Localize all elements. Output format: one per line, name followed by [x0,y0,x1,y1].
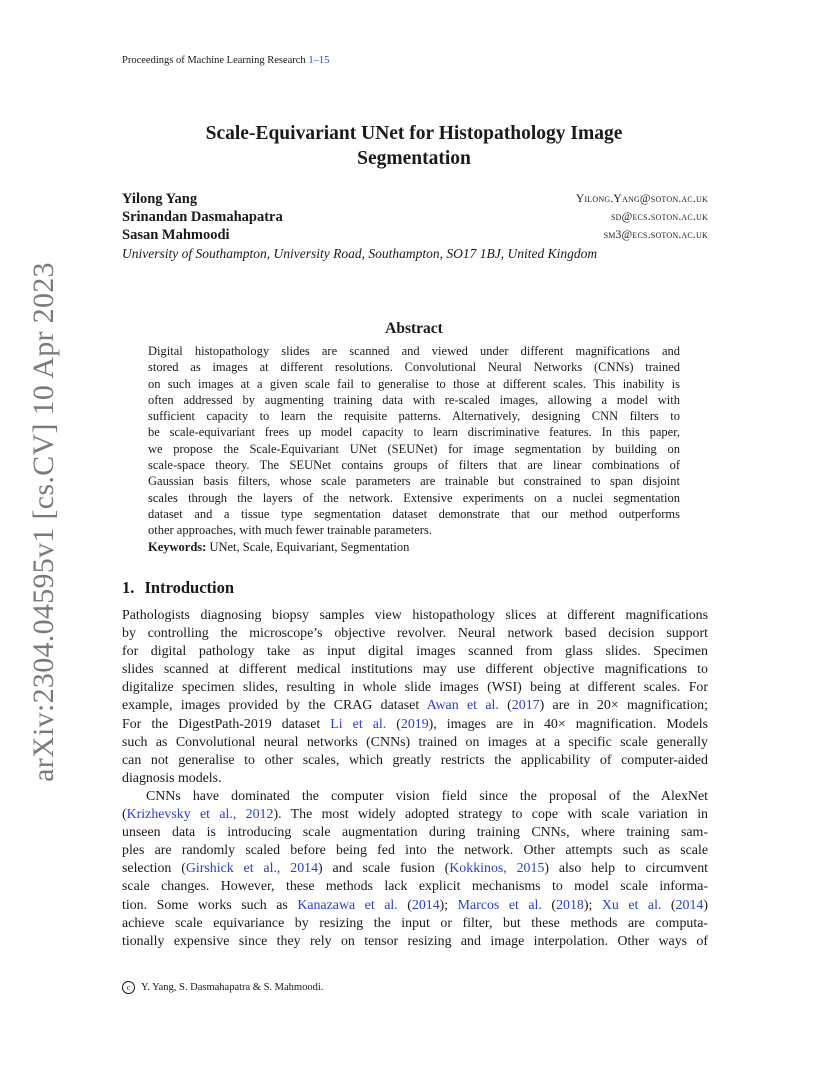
affiliation: University of Southampton, University Road, Southampton, SO17 1BJ, United Kingdom [122,246,598,261]
header-pages-link[interactable]: 1–15 [308,55,330,66]
body-line [122,806,708,824]
abstract-line: we propose the Scale-Equivariant UNet (SEUNet) for image segmentation by building on [148,441,680,456]
body-line [122,878,708,896]
citation-link[interactable]: 2018 [556,897,584,913]
body-text: ). The most widely adopted strategy to cope with scale variation in [273,807,708,823]
body-line [122,824,708,842]
abstract-heading: Abstract [385,320,443,337]
body-text: ) [703,897,708,913]
body-line [122,933,708,951]
body-line [122,770,708,788]
citation-link[interactable]: Girshick et al., 2014 [185,861,319,877]
body-text: ), images are in 40× magnification. Models [428,716,708,732]
abstract-body [148,343,680,555]
keywords-value: UNet, Scale, Equivariant, Segmentation [206,539,410,554]
body-text: scale changes. However, these methods lack explicit mechanisms to model scale informa- [122,879,708,895]
body-text: unseen data is introducing scale augmentation during training CNNs, where training sam- [122,825,708,841]
body-text: achieve scale equivariance by resizing the input or filter, but these methods are computa- [122,915,708,931]
abstract-line: scales through the layers of the network. Extensive experiments on a nuclei segmentation [148,490,680,505]
body-text: digitalize specimen slides, resulting in whole slide images (WSI) being at different scales. For [122,680,708,696]
body-text: for digital pathology take as input digital images scanned from glass slides. Specimen [122,644,708,660]
body-text: ); [439,897,458,913]
citation-link[interactable]: Li et al. [330,716,387,732]
author-row [122,227,708,245]
abstract-line: Digital histopathology slides are scanned and viewed under different magnifications and [148,344,680,358]
abstract-line: dataset and a tissue type segmentation dataset demonstrate that our method outperforms [148,506,680,521]
body-text: ) also help to circumvent [544,861,708,877]
body-text: by controlling the microscope’s objective revolver. Neural network based decision support [122,626,708,642]
body-text: tion. Some works such as [122,897,298,913]
author-row [122,209,708,227]
body-line [122,734,708,752]
citation-link[interactable]: Krizhevsky et al., 2012 [126,807,274,823]
body-text: ( [498,698,512,714]
body-text: ( [122,807,127,823]
body-line [122,752,708,770]
section-heading [122,578,234,598]
body-text: ) are in 20× magnification; [539,698,708,714]
author-email[interactable]: sd@ecs.soton.ac.uk [610,210,708,223]
body-text: Pathologists diagnosing biopsy samples view histopathology slices at different magnifications [122,608,708,623]
footer-text: Y. Yang, S. Dasmahapatra & S. Mahmoodi. [141,981,324,993]
body-line [122,697,708,715]
copyright-icon: c [122,981,135,994]
author-row [122,191,708,209]
body-line [122,915,708,933]
abstract-line: often addressed by augmenting training data with re-scaled images, allowing a model with [148,392,680,407]
arxiv-side-label: arXiv:2304.04595v1 [cs.CV] 10 Apr 2023 [27,262,60,782]
footer [122,981,323,994]
body-line [122,643,708,661]
keywords-line [148,539,680,555]
citation-link[interactable]: 2014 [411,897,440,913]
citation-link[interactable]: Kanazawa et al. [297,897,398,913]
citation-link[interactable]: Awan et al. [426,698,499,714]
body-line [122,860,708,878]
body-line [122,607,708,625]
body-line [122,788,708,806]
author-email[interactable]: Yilong.Yang@soton.ac.uk [575,192,708,205]
keywords-label: Keywords: [148,539,207,554]
body-text: ples are randomly scaled before being fed into the network. Other attempts such as scale [122,843,708,859]
body-line [122,897,708,915]
body-line [122,679,708,697]
abstract-line: stored as images at different resolutions. Convolutional Neural Networks (CNNs) trained [148,360,680,375]
body-line [122,716,708,734]
body-text: selection ( [122,861,186,877]
author-name: Srinandan Dasmahapatra [122,209,283,225]
abstract-line: other approaches, with much fewer trainable parameters. [148,523,432,538]
author-email[interactable]: sm3@ecs.soton.ac.uk [603,228,708,241]
body-text: example, images provided by the CRAG dataset [122,698,427,714]
body-text: CNNs have dominated the computer vision field since the proposal of the AlexNet [146,788,708,804]
body-text: such as Convolutional neural networks (CNNs) trained on images at a specific scale generally [122,734,708,750]
body-text: ) and scale fusion ( [318,861,450,877]
body-text: diagnosis models. [122,770,222,786]
section-title: Introduction [144,578,235,597]
abstract-line: sufficient capacity to learn the requisite patterns. Alternatively, designing CNN filters to [148,409,680,424]
citation-link[interactable]: 2019 [400,716,429,732]
body-text: ( [661,897,676,913]
running-header [122,55,329,66]
abstract-line: on such images at a given scale fail to generalise to those at different scales. This inability is [148,376,680,391]
citation-link[interactable]: Marcos et al. [457,897,542,913]
body-text: slides scanned at different medical institutions may use different objective magnifications to [122,662,708,678]
body-line [122,661,708,679]
body-text: ( [541,897,557,913]
citation-link[interactable]: Xu et al. [601,897,662,913]
body-text: ( [386,716,401,732]
body-line [122,625,708,643]
author-name: Sasan Mahmoodi [122,227,230,243]
header-text: Proceedings of Machine Learning Research [122,55,309,66]
body-text: ( [397,897,412,913]
body-text: ); [583,897,602,913]
abstract-line: scale-space theory. The SEUNet contains groups of filters that are linear combinations of [148,458,680,473]
introduction-body [122,607,708,951]
citation-link[interactable]: Kokkinos, 2015 [449,861,545,877]
body-text: tionally expensive since they rely on tensor resizing and image interpolation. Other ways of [122,933,708,949]
citation-link[interactable]: 2017 [511,698,540,714]
abstract-line: Gaussian basis filters, whose scale parameters are trainable but constrained to span disjoint [148,474,680,489]
section-number: 1. [122,578,135,597]
body-text: For the DigestPath-2019 dataset [122,716,331,732]
body-line [122,842,708,860]
abstract-line: be scale-equivariant frees up model capacity to learn discriminative features. In this paper, [148,425,680,440]
author-name: Yilong Yang [122,191,198,207]
citation-link[interactable]: 2014 [675,897,704,913]
body-text: can not generalise to other scales, which greatly restricts the applicability of computer-aided [122,752,708,768]
paper-title: Scale-Equivariant UNet for Histopathology Image Segmentation [205,123,623,169]
